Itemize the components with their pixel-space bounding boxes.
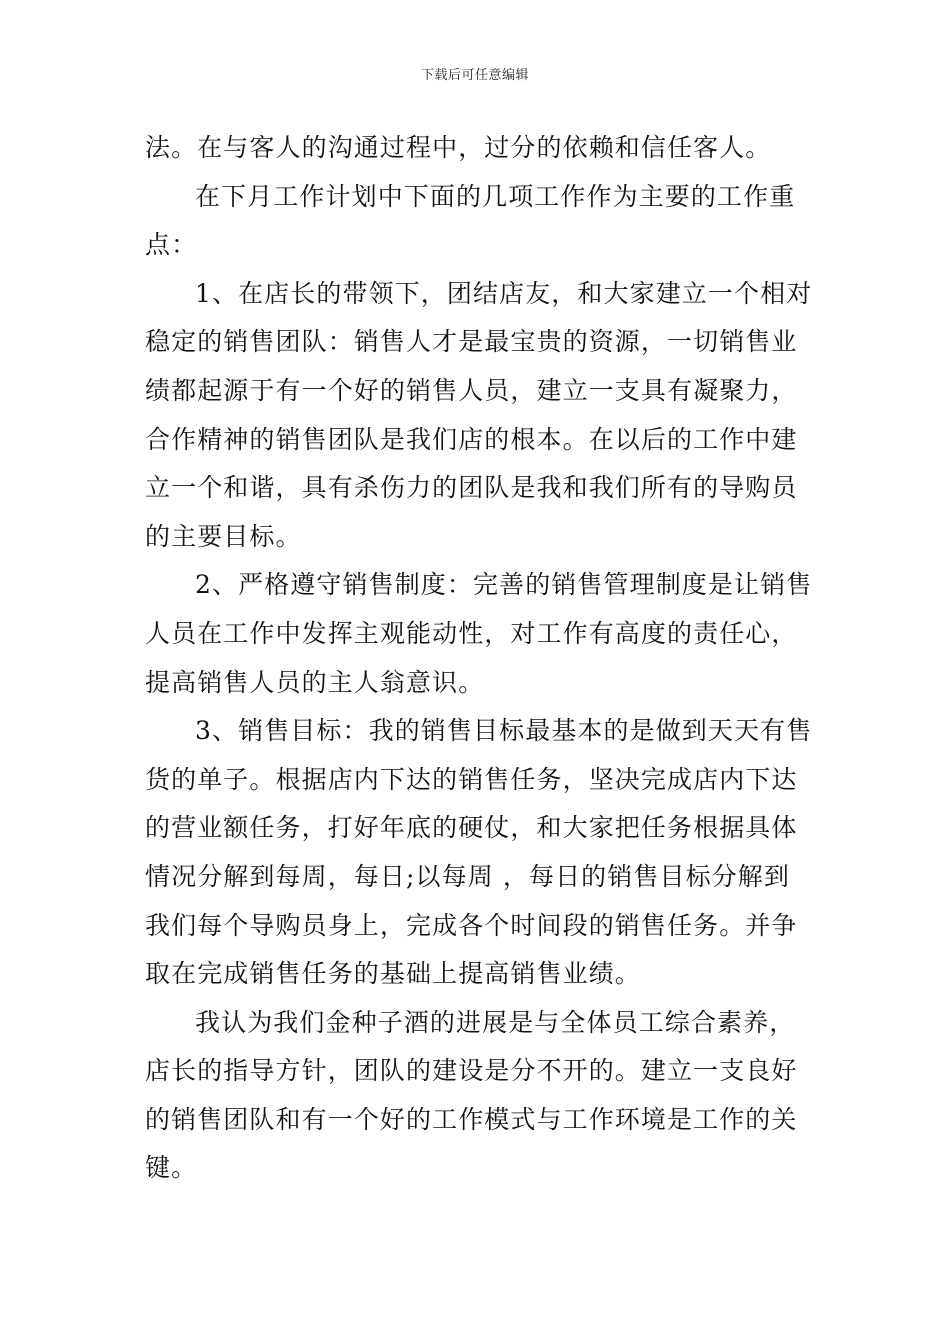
paragraph-first-line: 1、在店长的带领下，团结店友，和大家建立一个相对 bbox=[195, 278, 813, 308]
text-line: 键。 bbox=[145, 1153, 198, 1183]
text-line: 绩都起源于有一个好的销售人员，建立一支具有凝聚力， bbox=[145, 375, 798, 405]
text-line: 点： bbox=[145, 230, 198, 260]
paragraph-first-line: 3、销售目标：我的销售目标最基本的是做到天天有售 bbox=[195, 716, 813, 746]
text-line: 法。在与客人的沟通过程中，过分的依赖和信任客人。 bbox=[145, 133, 772, 162]
document-body bbox=[145, 124, 813, 1193]
text-line: 合作精神的销售团队是我们店的根本。在以后的工作中建 bbox=[145, 424, 798, 454]
text-line: 稳定的销售团队：销售人才是最宝贵的资源，一切销售业 bbox=[145, 327, 798, 357]
text-line: 提高销售人员的主人翁意识。 bbox=[145, 667, 485, 697]
text-line: 取在完成销售任务的基础上提高销售业绩。 bbox=[145, 959, 641, 989]
page-header: 下载后可任意编辑 bbox=[420, 68, 529, 83]
paragraph-first-line: 2、严格遵守销售制度：完善的销售管理制度是让销售 bbox=[195, 570, 813, 600]
text-line: 立一个和谐，具有杀伤力的团队是我和我们所有的导购员 bbox=[145, 473, 798, 503]
text-line: 情况分解到每周，每日;以每周 ，每日的销售目标分解到 bbox=[145, 861, 790, 891]
text-line: 的销售团队和有一个好的工作模式与工作环境是工作的关 bbox=[145, 1104, 798, 1134]
paragraph-first-line: 在下月工作计划中下面的几项工作作为主要的工作重 bbox=[195, 181, 796, 211]
paragraph-first-line: 我认为我们金种子酒的进展是与全体员工综合素养， bbox=[195, 1007, 796, 1037]
text-line: 店长的指导方针，团队的建设是分不开的。建立一支良好 bbox=[145, 1056, 798, 1086]
text-line: 我们每个导购员身上，完成各个时间段的销售任务。并争 bbox=[145, 910, 798, 940]
text-line: 的营业额任务，打好年底的硬仗，和大家把任务根据具体 bbox=[145, 813, 798, 843]
text-line: 的主要目标。 bbox=[145, 521, 302, 551]
text-line: 货的单子。根据店内下达的销售任务，坚决完成店内下达 bbox=[145, 764, 798, 794]
text-line: 人员在工作中发挥主观能动性，对工作有高度的责任心， bbox=[145, 618, 798, 648]
